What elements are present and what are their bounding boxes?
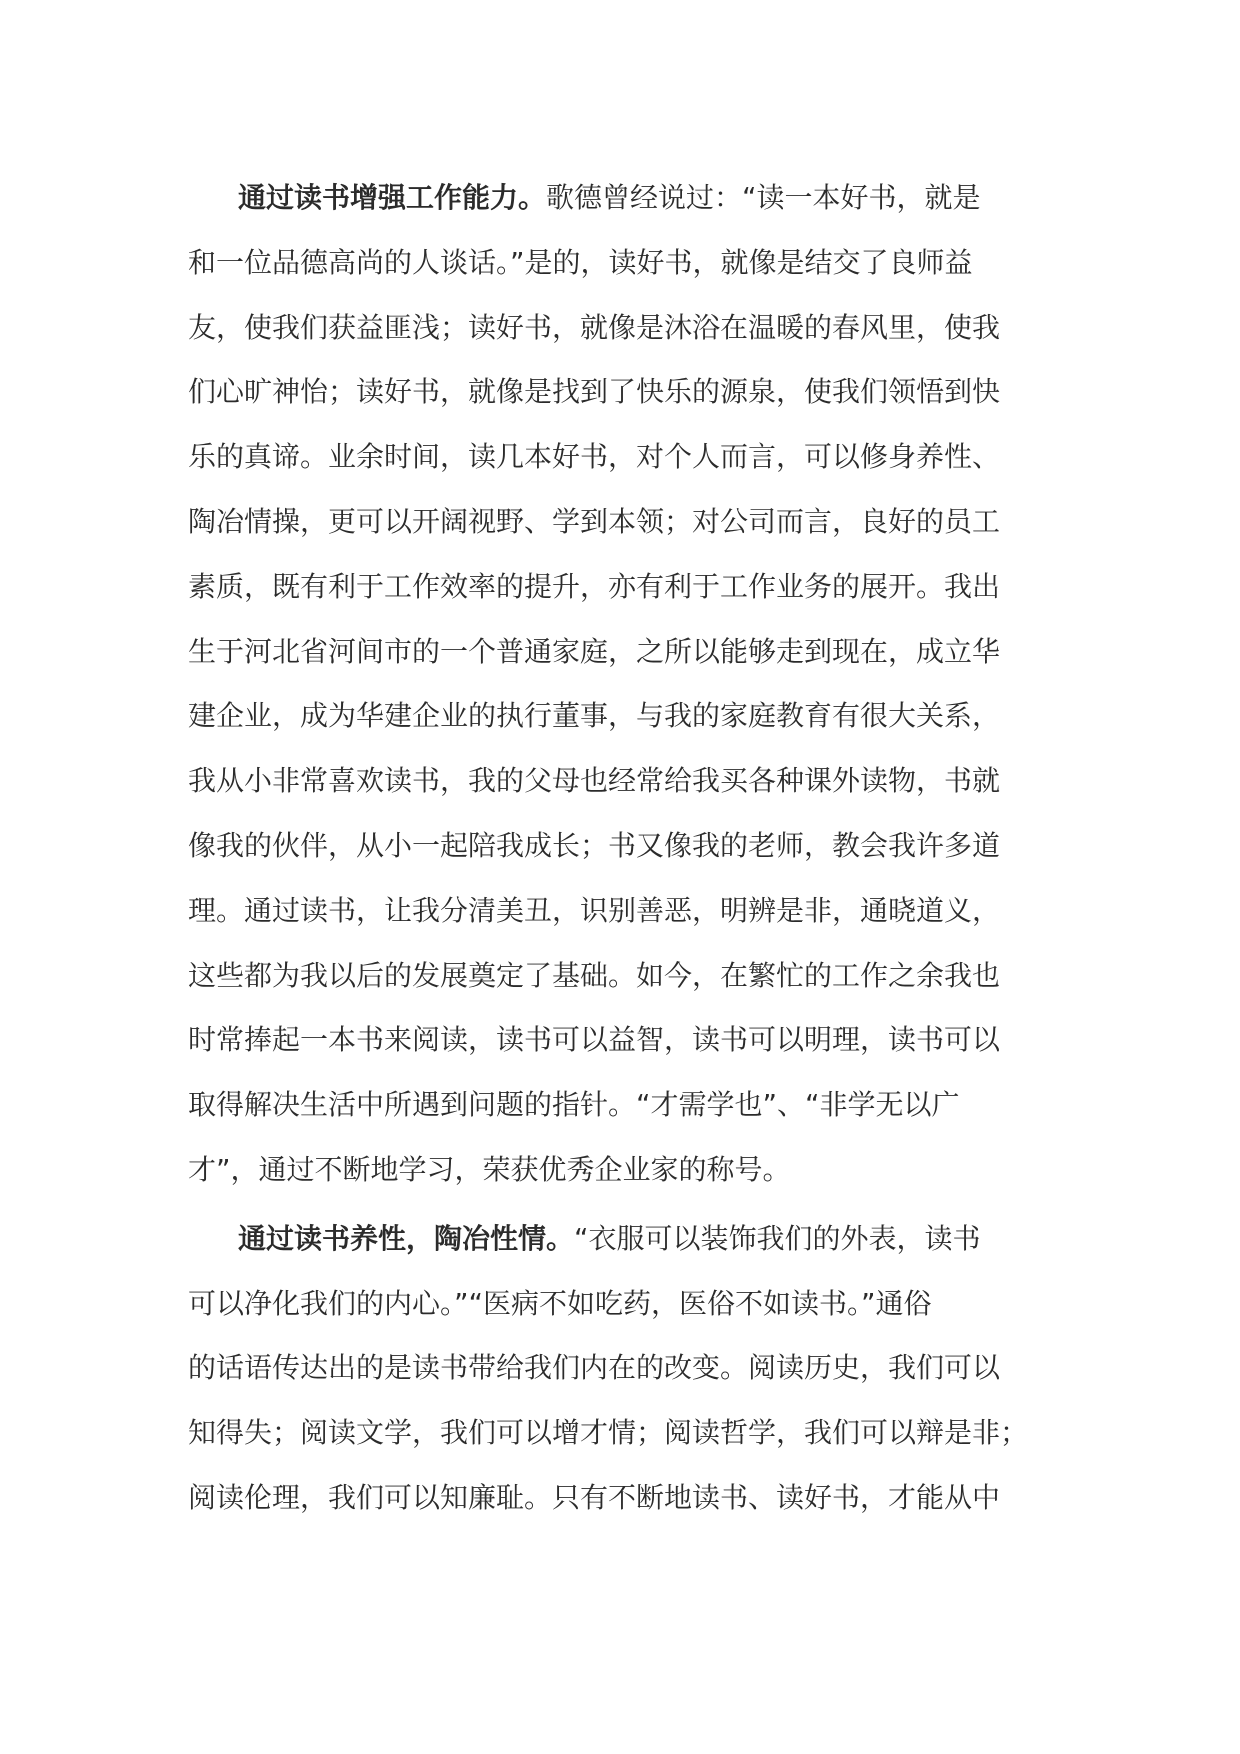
paragraph-cultivation (188, 1207, 1038, 1531)
document-body (188, 166, 1038, 1531)
paragraph-line: 取得解决生活中所遇到问题的指针。“才需学也”、“非学无以广 (188, 1088, 960, 1122)
paragraph-line: 们心旷神怡；读好书，就像是找到了快乐的源泉，使我们领悟到快 (188, 375, 1001, 409)
paragraph-line: 像我的伙伴，从小一起陪我成长；书又像我的老师，教会我许多道 (188, 828, 1001, 862)
paragraph-line: 我从小非常喜欢读书，我的父母也经常给我买各种课外读物，书就 (188, 764, 1001, 798)
paragraph-line (188, 166, 1038, 231)
paragraph-line: 建企业，成为华建企业的执行董事，与我的家庭教育有很大关系， (188, 699, 1001, 733)
paragraph-line: 时常捧起一本书来阅读，读书可以益智，读书可以明理，读书可以 (188, 1023, 1001, 1057)
paragraph-line: 和一位品德高尚的人谈话。”是的，读好书，就像是结交了良师益 (188, 245, 973, 279)
paragraph-line: 生于河北省河间市的一个普通家庭，之所以能够走到现在，成立华 (188, 634, 1001, 668)
paragraph-line: 阅读伦理，我们可以知廉耻。只有不断地读书、读好书，才能从中 (188, 1480, 1001, 1514)
paragraph-heading: 通过读书增强工作能力。 (238, 181, 547, 214)
paragraph-line: 理。通过读书，让我分清美丑，识别善恶，明辨是非，通晓道义， (188, 893, 1001, 927)
paragraph-text: 歌德曾经说过：“读一本好书，就是 (546, 181, 981, 214)
paragraph-line: 知得失；阅读文学，我们可以增才情；阅读哲学，我们可以辩是非； (188, 1416, 1029, 1450)
paragraph-line: 可以净化我们的内心。”“医病不如吃药，医俗不如读书。”通俗 (188, 1286, 932, 1320)
paragraph-line: 这些都为我以后的发展奠定了基础。如今，在繁忙的工作之余我也 (188, 958, 1001, 992)
paragraph-text: “衣服可以装饰我们的外表，读书 (574, 1221, 981, 1255)
paragraph-line (188, 1207, 1038, 1272)
paragraph-line: 的话语传达出的是读书带给我们内在的改变。阅读历史，我们可以 (188, 1351, 1001, 1385)
paragraph-line: 乐的真谛。业余时间，读几本好书，对个人而言，可以修身养性、 (188, 440, 1001, 474)
paragraph-heading: 通过读书养性，陶冶性情。 (238, 1221, 575, 1255)
paragraph-line: 陶冶情操，更可以开阔视野、学到本领；对公司而言，良好的员工 (188, 504, 1001, 538)
paragraph-line: 才”，通过不断地学习，荣获优秀企业家的称号。 (188, 1152, 791, 1186)
paragraph-line: 素质，既有利于工作效率的提升，亦有利于工作业务的展开。我出 (188, 569, 1001, 603)
paragraph-line: 友，使我们获益匪浅；读好书，就像是沐浴在温暖的春风里，使我 (188, 310, 1001, 344)
paragraph-work-ability (188, 166, 1038, 1203)
